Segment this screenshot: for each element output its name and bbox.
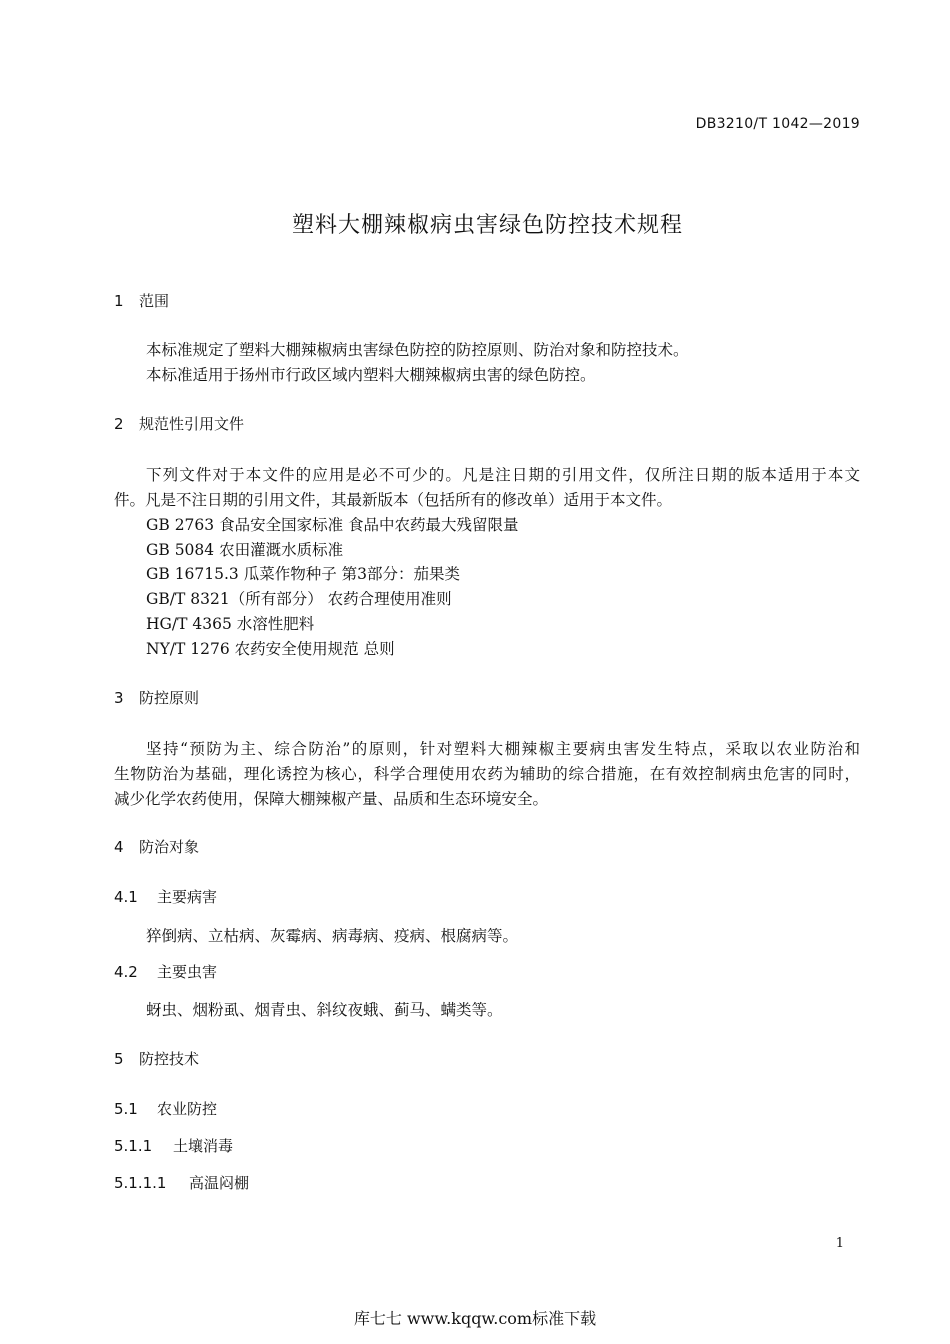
- subsection-number: 4.1: [114, 888, 138, 906]
- subsection-5-1-heading: [114, 1098, 217, 1119]
- document-title: 塑料大棚辣椒病虫害绿色防控技术规程: [291, 213, 683, 238]
- section-4-heading: [114, 836, 199, 857]
- reference-item: HG/T 4365 水溶性肥料: [146, 615, 315, 633]
- paragraph: 蚜虫、烟粉虱、烟青虫、斜纹夜蛾、蓟马、螨类等。: [146, 1001, 503, 1019]
- subsection-title: 主要病害: [157, 888, 218, 906]
- page-number: 1: [835, 1236, 844, 1251]
- subsection-number: 5.1: [114, 1100, 138, 1118]
- section-3-heading: [114, 687, 199, 708]
- paragraph-line: 下列文件对于本文件的应用是必不可少的。凡是注日期的引用文件，仅所注日期的版本适用于本文: [146, 466, 860, 484]
- section-title: 防控技术: [139, 1050, 200, 1068]
- document-code: DB3210/T 1042—2019: [695, 116, 860, 132]
- subsection-title: 农业防控: [157, 1100, 218, 1118]
- section-number: 1: [114, 292, 124, 310]
- subsection-title: 高温闷棚: [189, 1174, 250, 1192]
- paragraph: 本标准规定了塑料大棚辣椒病虫害绿色防控的防控原则、防治对象和防控技术。: [146, 341, 689, 359]
- subsection-5-1-1-heading: [114, 1135, 233, 1156]
- section-1-heading: [114, 290, 169, 311]
- reference-item: GB 5084 农田灌溉水质标准: [146, 541, 344, 559]
- subsection-title: 主要虫害: [157, 963, 218, 981]
- watermark-text: 库七七 www.kqqw.com标准下载: [353, 1309, 597, 1328]
- paragraph: 本标准适用于扬州市行政区域内塑料大棚辣椒病虫害的绿色防控。: [146, 366, 596, 384]
- section-title: 防治对象: [139, 838, 200, 856]
- reference-item: GB/T 8321（所有部分） 农药合理使用准则: [146, 590, 452, 608]
- subsection-4-1-heading: [114, 886, 217, 907]
- section-number: 5: [114, 1050, 124, 1068]
- subsection-number: 4.2: [114, 963, 138, 981]
- section-5-heading: [114, 1048, 199, 1069]
- subsection-title: 土壤消毒: [173, 1137, 234, 1155]
- subsection-4-2-heading: [114, 961, 217, 982]
- section-2-heading: [114, 413, 244, 434]
- subsection-number: 5.1.1: [114, 1137, 153, 1155]
- paragraph-line: 生物防治为基础，理化诱控为核心，科学合理使用农药为辅助的综合措施，在有效控制病虫危害的同时，: [114, 765, 860, 783]
- subsection-5-1-1-1-heading: [114, 1172, 249, 1193]
- section-title: 防控原则: [139, 689, 200, 707]
- section-number: 4: [114, 838, 124, 856]
- paragraph: 猝倒病、立枯病、灰霉病、病毒病、疫病、根腐病等。: [146, 927, 519, 945]
- paragraph-line: 件。凡是不注日期的引用文件，其最新版本（包括所有的修改单）适用于本文件。: [114, 491, 673, 509]
- section-title: 范围: [139, 292, 170, 310]
- section-number: 3: [114, 689, 124, 707]
- paragraph-line: 减少化学农药使用，保障大棚辣椒产量、品质和生态环境安全。: [114, 790, 549, 808]
- section-number: 2: [114, 415, 124, 433]
- reference-item: GB 2763 食品安全国家标准 食品中农药最大残留限量: [146, 516, 519, 534]
- subsection-number: 5.1.1.1: [114, 1174, 167, 1192]
- paragraph-line: 坚持“预防为主、综合防治”的原则，针对塑料大棚辣椒主要病虫害发生特点，采取以农业防治和: [146, 740, 860, 758]
- reference-item: NY/T 1276 农药安全使用规范 总则: [146, 640, 395, 658]
- section-title: 规范性引用文件: [139, 415, 245, 433]
- reference-item: GB 16715.3 瓜菜作物种子 第3部分：茄果类: [146, 565, 461, 583]
